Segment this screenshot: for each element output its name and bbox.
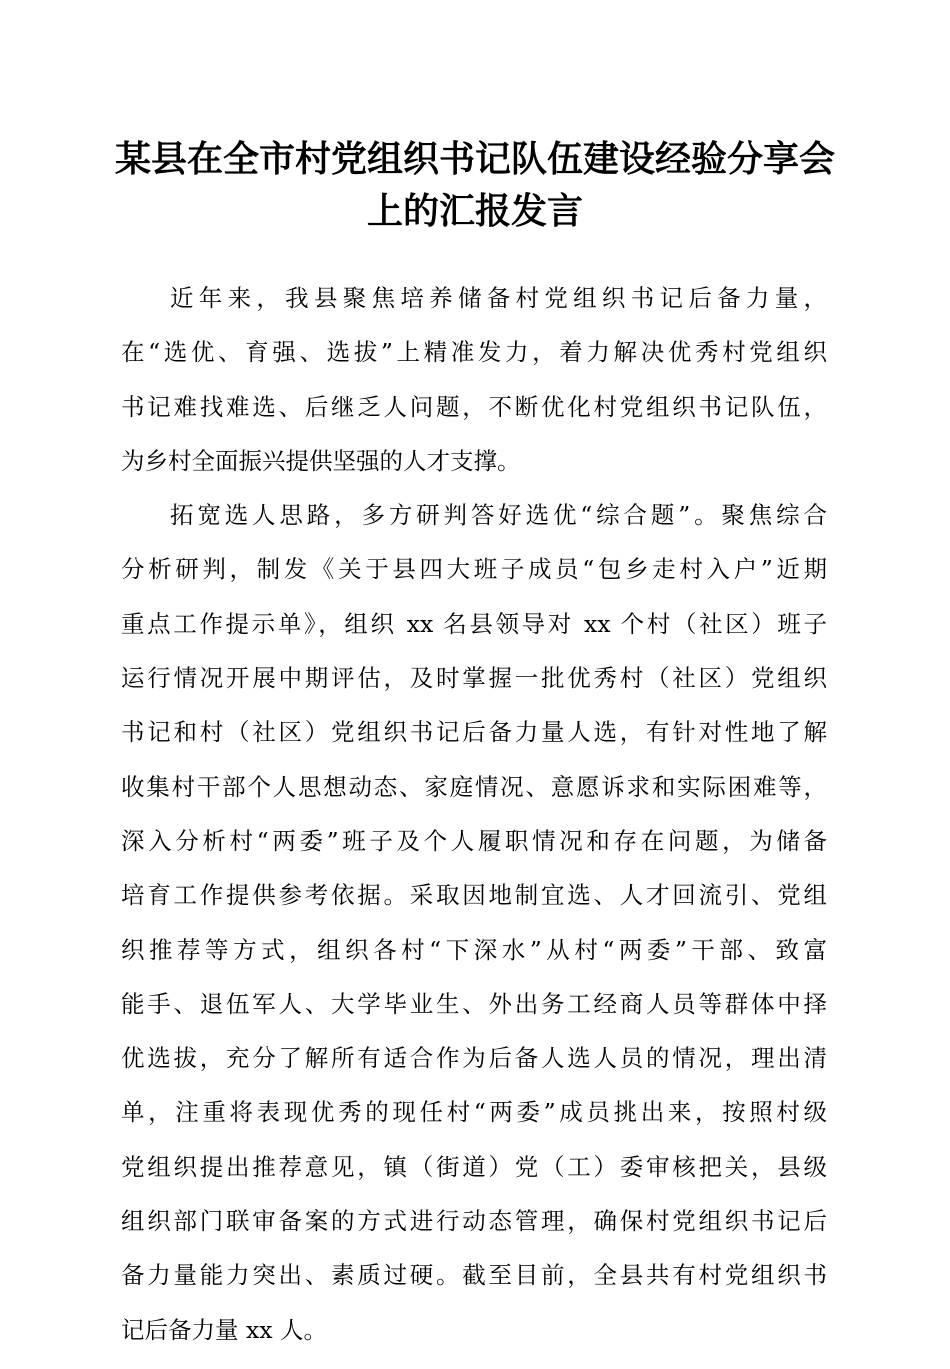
title-line-1: 某县在全市村党组织书记队伍建设经验分享会 [114,138,835,180]
paragraph-line: 书记难找难选、后继乏人问题，不断优化村党组织书记队伍， [121,392,827,421]
paragraph-line: 深入分析村“两委”班子及个人履职情况和存在问题，为储备 [121,826,827,855]
title-line-2: 上的汇报发言 [366,190,583,232]
paragraph-intro [121,283,827,500]
paragraph-line: 党组织提出推荐意见，镇（街道）党（工）委审核把关，县级 [121,1152,827,1181]
paragraph-line: 书记和村（社区）党组织书记后备力量人选，有针对性地了解 [121,718,827,747]
paragraph-line: 优选拔，充分了解所有适合作为后备人选人员的情况，理出清 [121,1044,827,1073]
paragraph-line: 收集村干部个人思想动态、家庭情况、意愿诉求和实际困难等， [121,772,827,801]
paragraph-line: 培育工作提供参考依据。采取因地制宜选、人才回流引、党组 [121,881,827,910]
paragraph-line: 分析研判，制发《关于县四大班子成员“包乡走村入户”近期 [121,555,827,584]
document-body [121,283,827,1369]
paragraph-line: 组织部门联审备案的方式进行动态管理，确保村党组织书记后 [121,1207,827,1236]
paragraph-line: 织推荐等方式，组织各村“下深水”从村“两委”干部、致富 [121,935,827,964]
paragraph-line: 备力量能力突出、素质过硬。截至目前，全县共有村党组织书 [121,1261,827,1290]
paragraph-line: 能手、退伍军人、大学毕业生、外出务工经商人员等群体中择 [121,989,827,1018]
paragraph-line: 重点工作提示单》，组织 xx 名县领导对 xx 个村（社区）班子 [121,609,827,638]
paragraph-line: 为乡村全面振兴提供坚强的人才支撑。 [121,446,521,475]
paragraph-line: 单，注重将表现优秀的现任村“两委”成员挑出来，按照村级 [121,1098,827,1127]
paragraph-line: 在“选优、育强、选拔”上精准发力，着力解决优秀村党组织 [121,338,827,367]
paragraph-line: 拓宽选人思路，多方研判答好选优“综合题”。聚焦综合 [170,501,827,530]
document-title [100,133,850,237]
paragraph-line: 记后备力量 xx 人。 [121,1315,327,1344]
paragraph-line: 近年来，我县聚焦培养储备村党组织书记后备力量， [170,284,827,312]
paragraph-line: 运行情况开展中期评估，及时掌握一批优秀村（社区）党组织 [121,664,827,693]
paragraph-selection [121,500,827,1369]
